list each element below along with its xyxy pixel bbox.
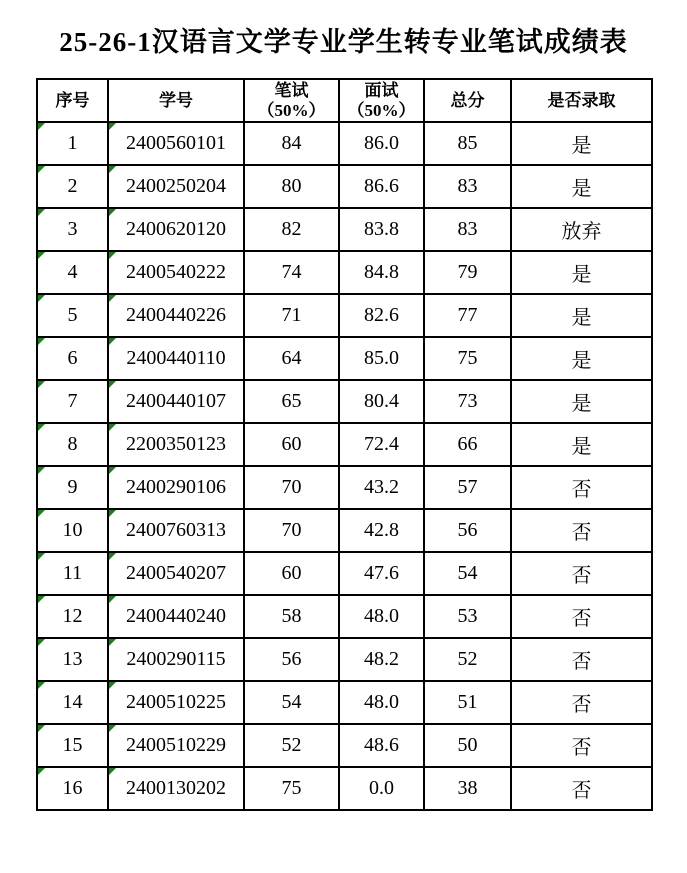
- table-row: [37, 466, 652, 509]
- cell-total-score: [424, 122, 511, 165]
- cell-serial-number: [37, 208, 108, 251]
- serial-number-value: 8: [67, 433, 78, 455]
- cell-student-id: [108, 122, 244, 165]
- cell-written-score: [244, 251, 339, 294]
- header-sublabel: （50%）: [347, 100, 416, 120]
- error-indicator-icon: [38, 725, 45, 732]
- cell-serial-number: [37, 122, 108, 165]
- cell-total-score: [424, 638, 511, 681]
- table-row: [37, 208, 652, 251]
- cell-total-score: [424, 208, 511, 251]
- cell-interview-score: [339, 681, 424, 724]
- interview-score-value: 82.6: [364, 304, 399, 326]
- cell-student-id: [108, 681, 244, 724]
- header-label: 面试: [364, 80, 399, 100]
- written-score-value: 70: [281, 519, 302, 541]
- cell-student-id: [108, 767, 244, 810]
- cell-student-id: [108, 724, 244, 767]
- cell-total-score: [424, 509, 511, 552]
- error-indicator-icon: [38, 596, 45, 603]
- student-id-value: 2400540222: [126, 261, 226, 283]
- cell-serial-number: [37, 251, 108, 294]
- admitted-value: 否: [571, 522, 592, 544]
- student-id-value: 2400290115: [126, 648, 226, 670]
- cell-interview-score: [339, 380, 424, 423]
- error-indicator-icon: [109, 381, 116, 388]
- cell-interview-score: [339, 552, 424, 595]
- student-id-value: 2400760313: [126, 519, 226, 541]
- admitted-value: 否: [571, 694, 592, 716]
- student-id-value: 2400560101: [126, 132, 226, 154]
- header-cell-student-id: [108, 79, 244, 122]
- admitted-value: 否: [571, 780, 592, 802]
- cell-serial-number: [37, 638, 108, 681]
- header-cell-interview-score: [339, 79, 424, 122]
- student-id-value: 2400510225: [126, 691, 226, 713]
- error-indicator-icon: [109, 682, 116, 689]
- interview-score-value: 48.0: [364, 691, 399, 713]
- table-row: [37, 337, 652, 380]
- cell-total-score: [424, 337, 511, 380]
- error-indicator-icon: [109, 768, 116, 775]
- header-row: [37, 79, 652, 122]
- admitted-value: 否: [571, 651, 592, 673]
- error-indicator-icon: [38, 424, 45, 431]
- serial-number-value: 16: [62, 777, 83, 799]
- cell-serial-number: [37, 466, 108, 509]
- cell-written-score: [244, 724, 339, 767]
- cell-admitted: [511, 552, 652, 595]
- error-indicator-icon: [38, 123, 45, 130]
- serial-number-value: 7: [67, 390, 78, 412]
- cell-written-score: [244, 638, 339, 681]
- error-indicator-icon: [109, 123, 116, 130]
- serial-number-value: 1: [67, 132, 78, 154]
- cell-written-score: [244, 122, 339, 165]
- error-indicator-icon: [109, 553, 116, 560]
- error-indicator-icon: [109, 166, 116, 173]
- header-label: 总分: [450, 90, 485, 110]
- cell-serial-number: [37, 595, 108, 638]
- student-id-value: 2400440107: [126, 390, 226, 412]
- interview-score-value: 43.2: [364, 476, 399, 498]
- written-score-value: 54: [281, 691, 302, 713]
- cell-admitted: [511, 208, 652, 251]
- cell-total-score: [424, 294, 511, 337]
- cell-total-score: [424, 552, 511, 595]
- cell-admitted: [511, 595, 652, 638]
- cell-total-score: [424, 466, 511, 509]
- cell-serial-number: [37, 552, 108, 595]
- serial-number-value: 5: [67, 304, 78, 326]
- interview-score-value: 86.0: [364, 132, 399, 154]
- total-score-value: 38: [457, 777, 478, 799]
- table-row: [37, 509, 652, 552]
- written-score-value: 52: [281, 734, 302, 756]
- interview-score-value: 48.0: [364, 605, 399, 627]
- cell-interview-score: [339, 638, 424, 681]
- table-row: [37, 681, 652, 724]
- admitted-value: 是: [571, 436, 592, 458]
- cell-interview-score: [339, 165, 424, 208]
- cell-interview-score: [339, 509, 424, 552]
- header-cell-written-score: [244, 79, 339, 122]
- cell-student-id: [108, 423, 244, 466]
- written-score-value: 65: [281, 390, 302, 412]
- cell-student-id: [108, 165, 244, 208]
- table-row: [37, 552, 652, 595]
- table-row: [37, 251, 652, 294]
- student-id-value: 2400130202: [126, 777, 226, 799]
- interview-score-value: 0.0: [369, 777, 394, 799]
- cell-admitted: [511, 294, 652, 337]
- error-indicator-icon: [109, 596, 116, 603]
- admitted-value: 是: [571, 178, 592, 200]
- cell-written-score: [244, 208, 339, 251]
- admitted-value: 否: [571, 479, 592, 501]
- cell-written-score: [244, 595, 339, 638]
- student-id-value: 2400540207: [126, 562, 226, 584]
- error-indicator-icon: [109, 467, 116, 474]
- admitted-value: 放弃: [561, 221, 602, 243]
- interview-score-value: 42.8: [364, 519, 399, 541]
- error-indicator-icon: [38, 338, 45, 345]
- error-indicator-icon: [38, 510, 45, 517]
- student-id-value: 2400250204: [126, 175, 226, 197]
- table-row: [37, 724, 652, 767]
- total-score-value: 51: [457, 691, 478, 713]
- admitted-value: 否: [571, 608, 592, 630]
- cell-serial-number: [37, 423, 108, 466]
- total-score-value: 77: [457, 304, 478, 326]
- header-cell-admitted: [511, 79, 652, 122]
- table-row: [37, 165, 652, 208]
- cell-total-score: [424, 380, 511, 423]
- cell-interview-score: [339, 767, 424, 810]
- cell-serial-number: [37, 767, 108, 810]
- serial-number-value: 15: [62, 734, 83, 756]
- header-cell-total-score: [424, 79, 511, 122]
- cell-student-id: [108, 294, 244, 337]
- interview-score-value: 84.8: [364, 261, 399, 283]
- total-score-value: 83: [457, 218, 478, 240]
- cell-student-id: [108, 380, 244, 423]
- cell-written-score: [244, 509, 339, 552]
- written-score-value: 70: [281, 476, 302, 498]
- error-indicator-icon: [38, 209, 45, 216]
- total-score-value: 83: [457, 175, 478, 197]
- error-indicator-icon: [109, 725, 116, 732]
- cell-total-score: [424, 595, 511, 638]
- error-indicator-icon: [38, 639, 45, 646]
- serial-number-value: 12: [62, 605, 83, 627]
- cell-written-score: [244, 466, 339, 509]
- total-score-value: 73: [457, 390, 478, 412]
- cell-admitted: [511, 466, 652, 509]
- written-score-value: 75: [281, 777, 302, 799]
- cell-total-score: [424, 681, 511, 724]
- total-score-value: 57: [457, 476, 478, 498]
- cell-interview-score: [339, 208, 424, 251]
- cell-admitted: [511, 681, 652, 724]
- cell-interview-score: [339, 466, 424, 509]
- written-score-value: 58: [281, 605, 302, 627]
- interview-score-value: 83.8: [364, 218, 399, 240]
- cell-written-score: [244, 294, 339, 337]
- cell-admitted: [511, 724, 652, 767]
- table-row: [37, 767, 652, 810]
- cell-student-id: [108, 337, 244, 380]
- serial-number-value: 6: [67, 347, 78, 369]
- student-id-value: 2400440240: [126, 605, 226, 627]
- error-indicator-icon: [38, 768, 45, 775]
- cell-admitted: [511, 337, 652, 380]
- cell-admitted: [511, 638, 652, 681]
- total-score-value: 85: [457, 132, 478, 154]
- table-row: [37, 380, 652, 423]
- cell-serial-number: [37, 165, 108, 208]
- cell-written-score: [244, 681, 339, 724]
- score-table: [36, 78, 653, 811]
- cell-admitted: [511, 380, 652, 423]
- cell-interview-score: [339, 423, 424, 466]
- admitted-value: 否: [571, 737, 592, 759]
- admitted-value: 是: [571, 264, 592, 286]
- error-indicator-icon: [109, 209, 116, 216]
- cell-total-score: [424, 165, 511, 208]
- total-score-value: 50: [457, 734, 478, 756]
- total-score-value: 52: [457, 648, 478, 670]
- cell-admitted: [511, 767, 652, 810]
- table-row: [37, 122, 652, 165]
- admitted-value: 是: [571, 350, 592, 372]
- error-indicator-icon: [109, 295, 116, 302]
- cell-serial-number: [37, 681, 108, 724]
- cell-serial-number: [37, 294, 108, 337]
- cell-interview-score: [339, 122, 424, 165]
- error-indicator-icon: [38, 381, 45, 388]
- total-score-value: 56: [457, 519, 478, 541]
- cell-written-score: [244, 337, 339, 380]
- cell-admitted: [511, 122, 652, 165]
- error-indicator-icon: [38, 252, 45, 259]
- error-indicator-icon: [109, 338, 116, 345]
- error-indicator-icon: [38, 166, 45, 173]
- error-indicator-icon: [109, 252, 116, 259]
- total-score-value: 53: [457, 605, 478, 627]
- cell-admitted: [511, 509, 652, 552]
- table-row: [37, 595, 652, 638]
- interview-score-value: 47.6: [364, 562, 399, 584]
- cell-serial-number: [37, 380, 108, 423]
- cell-serial-number: [37, 724, 108, 767]
- written-score-value: 71: [281, 304, 302, 326]
- error-indicator-icon: [109, 639, 116, 646]
- written-score-value: 60: [281, 433, 302, 455]
- interview-score-value: 85.0: [364, 347, 399, 369]
- written-score-value: 82: [281, 218, 302, 240]
- table-row: [37, 423, 652, 466]
- interview-score-value: 86.6: [364, 175, 399, 197]
- written-score-value: 64: [281, 347, 302, 369]
- interview-score-value: 72.4: [364, 433, 399, 455]
- cell-student-id: [108, 466, 244, 509]
- cell-student-id: [108, 595, 244, 638]
- cell-student-id: [108, 509, 244, 552]
- student-id-value: 2400440110: [126, 347, 226, 369]
- header-label: 是否录取: [547, 90, 616, 110]
- error-indicator-icon: [38, 682, 45, 689]
- error-indicator-icon: [38, 467, 45, 474]
- error-indicator-icon: [109, 424, 116, 431]
- cell-student-id: [108, 638, 244, 681]
- serial-number-value: 3: [67, 218, 78, 240]
- cell-serial-number: [37, 337, 108, 380]
- admitted-value: 是: [571, 135, 592, 157]
- total-score-value: 54: [457, 562, 478, 584]
- cell-total-score: [424, 724, 511, 767]
- student-id-value: 2400620120: [126, 218, 226, 240]
- student-id-value: 2200350123: [126, 433, 226, 455]
- cell-written-score: [244, 380, 339, 423]
- cell-written-score: [244, 552, 339, 595]
- cell-admitted: [511, 165, 652, 208]
- total-score-value: 75: [457, 347, 478, 369]
- interview-score-value: 48.2: [364, 648, 399, 670]
- error-indicator-icon: [38, 553, 45, 560]
- header-label: 序号: [55, 90, 90, 110]
- cell-interview-score: [339, 337, 424, 380]
- cell-total-score: [424, 767, 511, 810]
- admitted-value: 是: [571, 393, 592, 415]
- header-cell-serial: [37, 79, 108, 122]
- cell-interview-score: [339, 251, 424, 294]
- cell-student-id: [108, 251, 244, 294]
- table-row: [37, 638, 652, 681]
- cell-interview-score: [339, 595, 424, 638]
- serial-number-value: 13: [62, 648, 83, 670]
- serial-number-value: 10: [62, 519, 83, 541]
- written-score-value: 56: [281, 648, 302, 670]
- error-indicator-icon: [109, 510, 116, 517]
- serial-number-value: 14: [62, 691, 83, 713]
- page-title: 25-26-1汉语言文学专业学生转专业笔试成绩表: [59, 27, 628, 57]
- admitted-value: 是: [571, 307, 592, 329]
- cell-student-id: [108, 552, 244, 595]
- header-label: 笔试: [274, 80, 309, 100]
- admitted-value: 否: [571, 565, 592, 587]
- total-score-value: 79: [457, 261, 478, 283]
- cell-interview-score: [339, 294, 424, 337]
- student-id-value: 2400440226: [126, 304, 226, 326]
- student-id-value: 2400290106: [126, 476, 226, 498]
- cell-serial-number: [37, 509, 108, 552]
- written-score-value: 84: [281, 132, 302, 154]
- header-sublabel: （50%）: [257, 100, 326, 120]
- cell-written-score: [244, 423, 339, 466]
- serial-number-value: 11: [62, 562, 83, 584]
- cell-written-score: [244, 767, 339, 810]
- serial-number-value: 2: [67, 175, 78, 197]
- cell-admitted: [511, 423, 652, 466]
- cell-total-score: [424, 251, 511, 294]
- header-label: 学号: [159, 90, 193, 110]
- cell-student-id: [108, 208, 244, 251]
- interview-score-value: 48.6: [364, 734, 399, 756]
- student-id-value: 2400510229: [126, 734, 226, 756]
- cell-written-score: [244, 165, 339, 208]
- interview-score-value: 80.4: [364, 390, 399, 412]
- written-score-value: 60: [281, 562, 302, 584]
- written-score-value: 80: [281, 175, 302, 197]
- total-score-value: 66: [457, 433, 478, 455]
- written-score-value: 74: [281, 261, 302, 283]
- cell-interview-score: [339, 724, 424, 767]
- serial-number-value: 4: [67, 261, 78, 283]
- serial-number-value: 9: [67, 476, 78, 498]
- cell-admitted: [511, 251, 652, 294]
- table-row: [37, 294, 652, 337]
- cell-total-score: [424, 423, 511, 466]
- error-indicator-icon: [38, 295, 45, 302]
